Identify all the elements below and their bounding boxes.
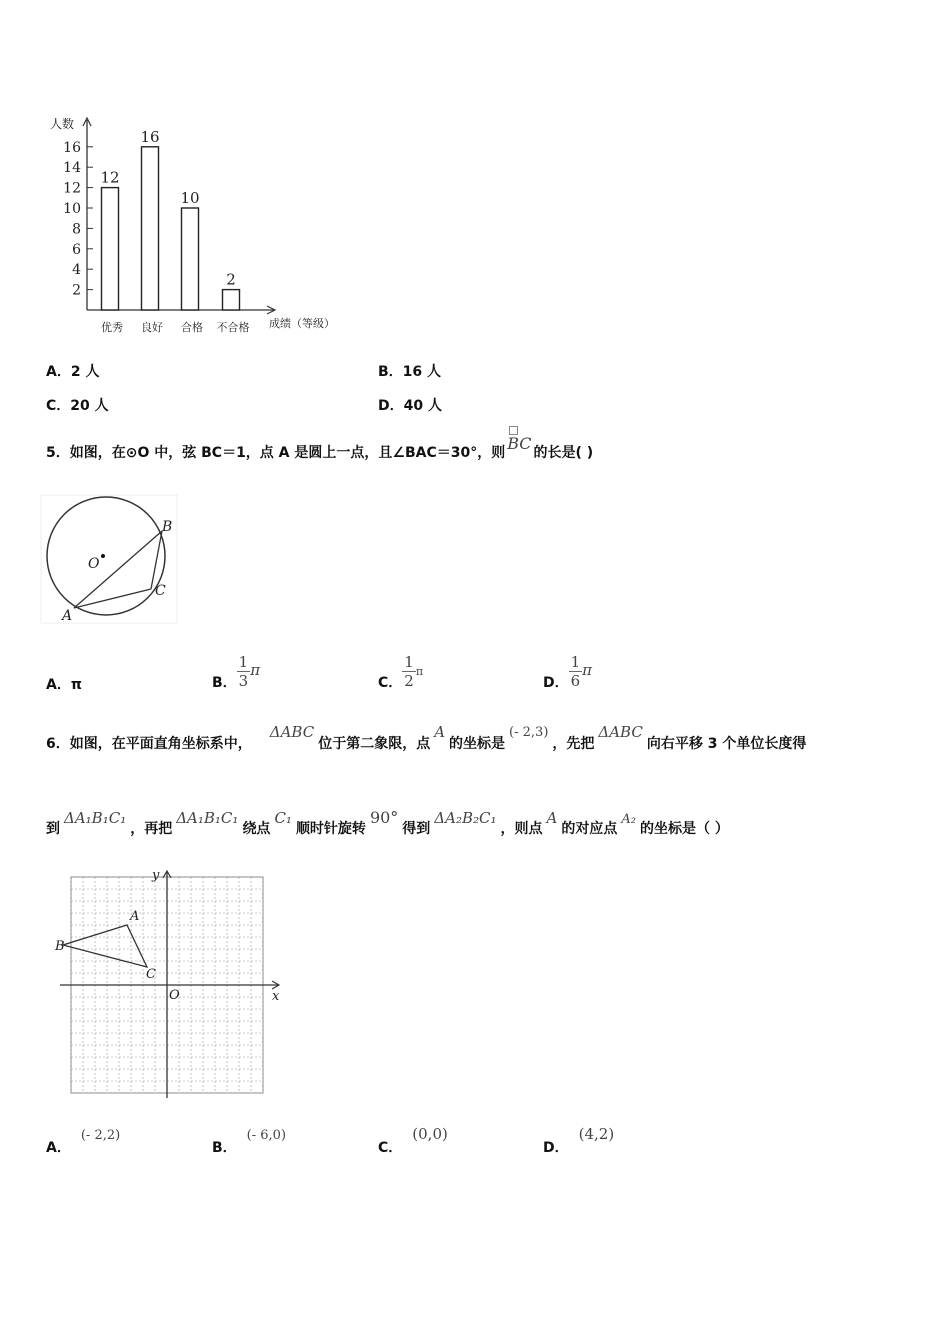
category-label: 不合格	[216, 321, 250, 334]
bar-1	[102, 188, 119, 310]
q4-option-d[interactable]: D．40 人	[378, 398, 442, 414]
label-a: A	[130, 909, 140, 924]
q4-option-c[interactable]: C．20 人	[46, 398, 109, 414]
q4-option-a[interactable]: A．2 人	[46, 364, 100, 380]
label-a: A	[62, 608, 73, 624]
bar-4	[223, 290, 240, 310]
chart-y-label: 人数	[50, 117, 75, 131]
q5-option-c[interactable]: C． $\frac{1}{2}$ π	[378, 652, 424, 691]
bar-value-label: 12	[100, 168, 120, 187]
q5-text-before: 5．如图，在⊙O 中，弦 BC＝1，点 A 是圆上一点，且∠BAC＝30°，则	[46, 445, 506, 461]
q5-arc-bc: BC	[507, 434, 531, 453]
circle-o	[47, 497, 165, 615]
y-tick-label: 8	[72, 221, 81, 238]
arc-symbol-icon	[509, 426, 518, 435]
q6-option-a[interactable]: A．(- 2,2)	[46, 1128, 121, 1156]
q4-option-b[interactable]: B．16 人	[378, 364, 442, 380]
bar-3	[182, 208, 199, 310]
q6-stem-line2: 到ΔA₁B₁C₁，再把ΔA₁B₁C₁绕点C₁顺时针旋转90°得到ΔA₂B₂C₁，则点A的对应点A₂的坐标是（ ）	[46, 808, 729, 837]
center-dot	[101, 554, 105, 558]
q6-option-b[interactable]: B．(- 6,0)	[212, 1128, 287, 1156]
label-o: O	[169, 988, 180, 1003]
y-tick-label: 14	[63, 160, 81, 177]
q5-option-b[interactable]: B． $\frac{1}{3}$ π	[212, 652, 261, 691]
q6-grid-figure	[54, 866, 286, 1104]
y-tick-label: 16	[63, 139, 81, 156]
category-label: 优秀	[101, 321, 123, 334]
bar-chart	[40, 112, 360, 344]
q6-option-c[interactable]: C．(0,0)	[378, 1125, 448, 1156]
label-b: B	[55, 939, 65, 954]
bar-2	[142, 147, 159, 310]
q6-stem-line1: 6．如图，在平面直角坐标系中，ΔABC位于第二象限，点A的坐标是(- 2,3)，先把ΔABC向右平移 3 个单位长度得	[46, 723, 807, 752]
label-o: O	[88, 556, 100, 572]
y-tick-label: 6	[72, 241, 81, 258]
q6-option-d[interactable]: D．(4,2)	[543, 1125, 615, 1156]
label-b: B	[162, 519, 173, 535]
y-tick-label: 4	[72, 262, 81, 279]
q5-text-after: 的长是( )	[533, 445, 594, 461]
q5-option-d[interactable]: D． $\frac{1}{6}$ π	[543, 652, 593, 691]
label-x: x	[272, 989, 280, 1004]
fraction: $\frac{1}{3}$	[238, 652, 249, 690]
label-c: C	[155, 583, 166, 599]
label-c: C	[146, 967, 156, 982]
bar-value-label: 16	[140, 127, 160, 146]
q5-circle-figure	[40, 494, 180, 626]
y-tick-label: 2	[72, 282, 81, 299]
bar-value-label: 2	[226, 270, 236, 289]
category-label: 合格	[181, 321, 203, 334]
label-y: y	[152, 868, 160, 883]
category-label: 良好	[141, 321, 163, 334]
q5-stem	[46, 434, 594, 462]
bar-value-label: 10	[180, 189, 200, 207]
chart-x-label: 成绩（等级）	[269, 317, 335, 330]
y-tick-label: 12	[63, 180, 81, 197]
y-tick-label: 10	[63, 201, 81, 217]
fraction: $\frac{1}{6}$	[570, 652, 581, 690]
fraction: $\frac{1}{2}$	[404, 652, 414, 690]
q5-option-a[interactable]: A．π	[46, 677, 82, 693]
